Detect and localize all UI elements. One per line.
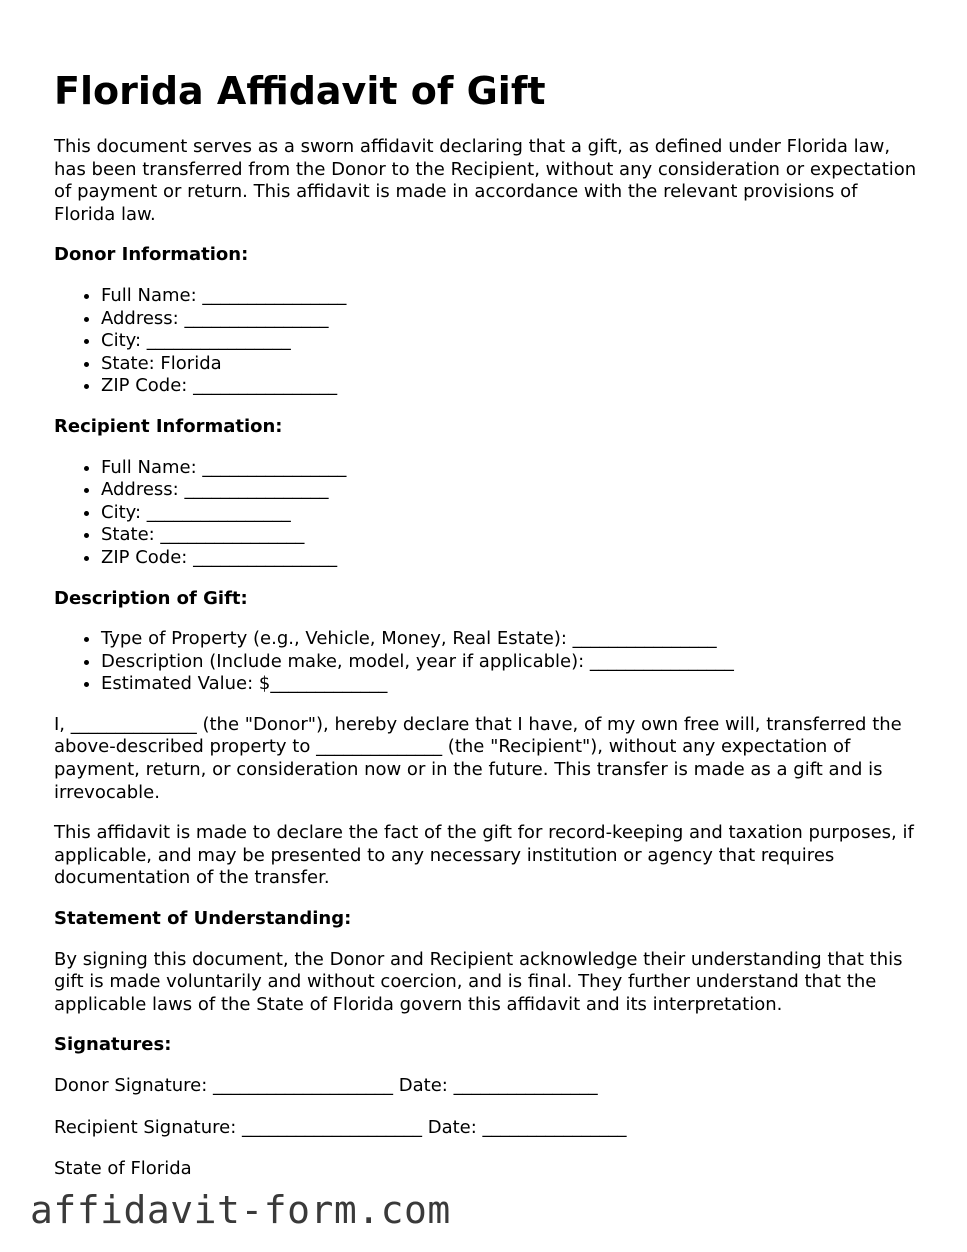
donor-signature-line: Donor Signature: ____________________ Date: ________________	[54, 1075, 598, 1096]
document-title: Florida Affidavit of Gift	[54, 69, 546, 113]
gift-heading: Description of Gift:	[54, 587, 248, 609]
donor-zip: • ZIP Code: ________________	[101, 375, 924, 398]
donor-state: • State: Florida	[101, 353, 924, 376]
gift-description: • Description (Include make, model, year if applicable): ________________	[101, 651, 924, 674]
gift-info-list	[54, 628, 924, 696]
recipient-state: • State: ________________	[101, 524, 924, 547]
site-watermark: affidavit-form.com	[30, 1188, 451, 1232]
signatures-heading: Signatures:	[54, 1034, 172, 1056]
donor-heading: Donor Information:	[54, 244, 249, 266]
recipient-signature-line: Recipient Signature: ____________________ Date: ________________	[54, 1116, 627, 1138]
recipient-address: • Address: ________________	[101, 479, 924, 502]
state-footer: State of Florida	[54, 1158, 192, 1180]
intro-paragraph: This document serves as a sworn affidavit declaring that a gift, as defined under Florida law, has been transferred from the Donor to the Recipient, without any consideration or expectation of payment or return. This affidavit is made in accordance with the relevant provisions of Florida law.	[54, 136, 917, 225]
understanding-heading: Statement of Understanding:	[54, 908, 352, 930]
donor-city: • City: ________________	[101, 330, 924, 353]
donor-full-name: • Full Name: ________________	[101, 285, 924, 308]
recipient-heading: Recipient Information:	[54, 415, 283, 437]
gift-property-type: • Type of Property (e.g., Vehicle, Money, Real Estate): ________________	[101, 628, 924, 651]
recipient-zip: • ZIP Code: ________________	[101, 547, 924, 570]
declaration-paragraph: I, ______________ (the "Donor"), hereby declare that I have, of my own free will, transferred the above-described property to ______________ (the "Recipient"), without any expectation of payment, return, or consideration now or in the future. This transfer is made as a gift and is irrevocable.	[54, 713, 902, 803]
recipient-city: • City: ________________	[101, 502, 924, 525]
document-page	[54, 66, 924, 1181]
understanding-paragraph: By signing this document, the Donor and Recipient acknowledge their understanding that this gift is made voluntarily and without coercion, and is final. They further understand that the applicable laws of the State of Florida govern this affidavit and its interpretation.	[54, 948, 903, 1015]
purpose-paragraph: This affidavit is made to declare the fact of the gift for record-keeping and taxation purposes, if applicable, and may be presented to any necessary institution or agency that requires documentation of the transfer.	[54, 822, 914, 889]
gift-estimated-value: • Estimated Value: $_____________	[101, 673, 924, 696]
recipient-info-list	[54, 457, 924, 570]
donor-info-list	[54, 285, 924, 398]
recipient-full-name: • Full Name: ________________	[101, 457, 924, 480]
donor-address: • Address: ________________	[101, 308, 924, 331]
